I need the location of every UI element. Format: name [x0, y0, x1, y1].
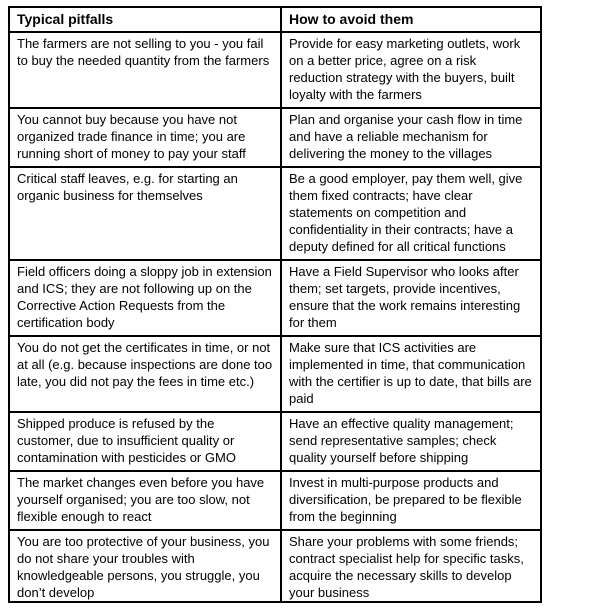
pitfall-cell: The farmers are not selling to you - you fail to buy the needed quantity from the farmers — [10, 33, 282, 107]
pitfall-cell: Field officers doing a sloppy job in extension and ICS; they are not following up on the Corrective Action Requests from the certification body — [10, 261, 282, 335]
table-row — [10, 335, 540, 411]
avoid-cell: Plan and organise your cash flow in time and have a reliable mechanism for delivering the money to the villages — [289, 112, 523, 161]
pitfall-cell: You are too protective of your business, you do not share your troubles with knowledgeable persons, you struggle, you don’t develop — [10, 531, 282, 601]
table-row — [10, 529, 540, 601]
pitfall-cell: Shipped produce is refused by the customer, due to insufficient quality or contamination with pesticides or GMO — [10, 413, 282, 470]
table-row — [10, 31, 540, 107]
pitfall-cell: Critical staff leaves, e.g. for starting an organic business for themselves — [10, 168, 282, 259]
avoid-cell: Make sure that ICS activities are implemented in time, that communication with the certifier is up to date, that bills are paid — [289, 340, 532, 406]
table-row — [10, 470, 540, 529]
avoid-cell: Be a good employer, pay them well, give them fixed contracts; have clear statements on competition and confidentiality in their contracts; have a deputy defined for all critical functions — [289, 171, 523, 254]
pitfall-cell: You cannot buy because you have not organized trade finance in time; you are running short of money to pay your staff — [10, 109, 282, 166]
avoid-cell: Provide for easy marketing outlets, work on a better price, agree on a risk reduction strategy with the buyers, built loyalty with the farmers — [289, 36, 521, 102]
avoid-cell: Have a Field Supervisor who looks after them; set targets, provide incentives, ensure that the work remains interesting for them — [289, 264, 521, 330]
table-row — [10, 411, 540, 470]
avoid-cell: Share your problems with some friends; contract specialist help for specific tasks, acquire the necessary skills to develop your business — [289, 534, 524, 600]
avoid-cell: Have an effective quality management; send representative samples; check quality yourself before shipping — [289, 416, 514, 465]
avoid-cell: Invest in multi-purpose products and diversification, be prepared to be flexible from the beginning — [289, 475, 522, 524]
table-row — [10, 107, 540, 166]
pitfall-cell: The market changes even before you have yourself organised; you are too slow, not flexible enough to react — [10, 472, 282, 529]
header-how-to-avoid-them: How to avoid them — [289, 11, 414, 27]
pitfall-cell: You do not get the certificates in time, or not at all (e.g. because inspections are done too late, you did not pay the fees in time etc.) — [10, 337, 282, 411]
table-header-row — [10, 8, 540, 31]
pitfalls-table — [8, 6, 542, 603]
header-typical-pitfalls: Typical pitfalls — [10, 8, 282, 31]
table-row — [10, 166, 540, 259]
table-row — [10, 259, 540, 335]
